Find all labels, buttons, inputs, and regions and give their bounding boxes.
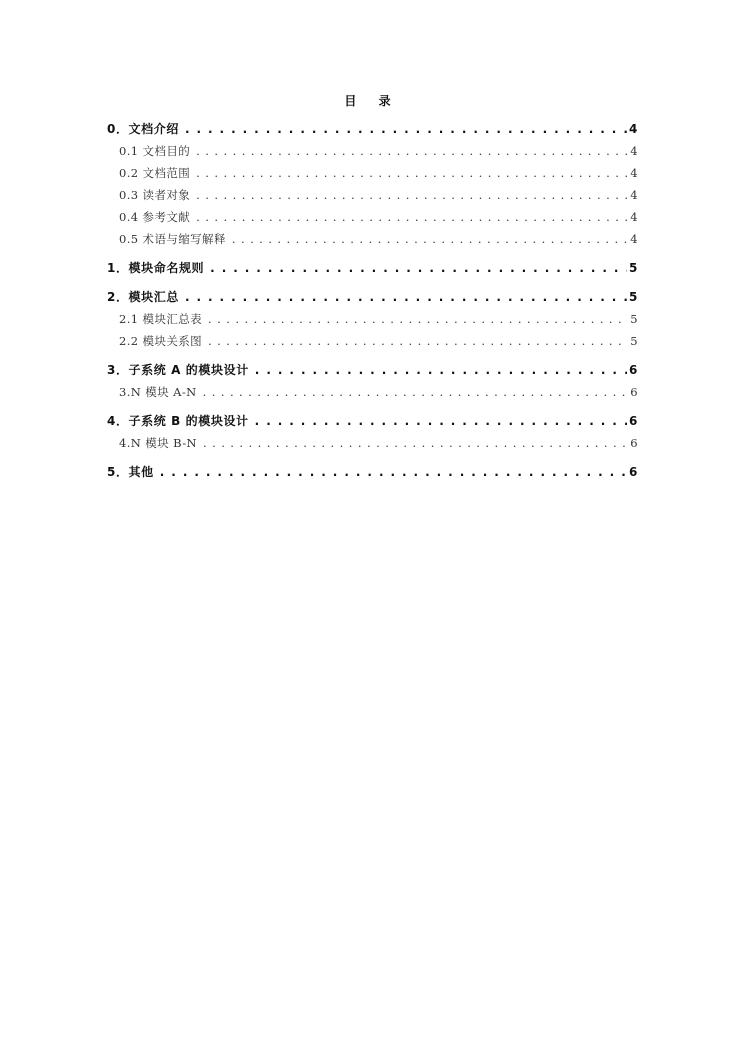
toc-dot-leader — [203, 432, 628, 454]
toc-entry-label: 5．其他 — [107, 465, 154, 479]
toc-entry-label: 2.1 模块汇总表 — [119, 312, 203, 326]
toc-entry-label: 3．子系统 A 的模块设计 — [107, 363, 249, 377]
toc-dot-leader — [232, 228, 628, 250]
toc-page-number: 5 — [630, 312, 638, 326]
toc-entry-0-4[interactable] — [107, 206, 638, 228]
toc-entry-label: 0.5 术语与缩写解释 — [119, 232, 226, 246]
table-of-contents — [107, 118, 638, 483]
toc-page-number: 6 — [629, 414, 638, 428]
toc-dot-leader — [210, 257, 627, 279]
toc-entry-section-2[interactable] — [107, 286, 638, 308]
toc-page-number: 4 — [630, 210, 638, 224]
toc-entry-label: 0.1 文档目的 — [119, 144, 191, 158]
toc-entry-label: 2.2 模块关系图 — [119, 334, 203, 348]
toc-dot-leader — [255, 359, 627, 381]
toc-dot-leader — [203, 381, 629, 403]
toc-page-number: 6 — [629, 363, 638, 377]
toc-dot-leader — [185, 118, 627, 140]
toc-entry-0-5[interactable] — [107, 228, 638, 250]
toc-dot-leader — [208, 330, 628, 352]
toc-dot-leader — [255, 410, 627, 432]
toc-page-number: 4 — [630, 166, 638, 180]
toc-entry-0-1[interactable] — [107, 140, 638, 162]
toc-page-number: 5 — [629, 290, 638, 304]
toc-entry-2-2[interactable] — [107, 330, 638, 352]
toc-dot-leader — [185, 286, 627, 308]
toc-page-number: 6 — [630, 385, 638, 399]
toc-entry-label: 0.4 参考文献 — [119, 210, 191, 224]
toc-dot-leader — [196, 184, 628, 206]
toc-entry-4-n[interactable] — [107, 432, 638, 454]
toc-dot-leader — [160, 461, 627, 483]
toc-dot-leader — [196, 140, 628, 162]
toc-page-number: 4 — [630, 144, 638, 158]
toc-entry-label: 0.2 文档范围 — [119, 166, 191, 180]
toc-page-number: 4 — [630, 232, 638, 246]
toc-entry-section-0[interactable] — [107, 118, 638, 140]
toc-dot-leader — [196, 206, 628, 228]
toc-page-number: 6 — [629, 465, 638, 479]
toc-entry-3-n[interactable] — [107, 381, 638, 403]
toc-entry-label: 4．子系统 B 的模块设计 — [107, 414, 249, 428]
toc-entry-2-1[interactable] — [107, 308, 638, 330]
toc-entry-label: 1．模块命名规则 — [107, 261, 205, 275]
toc-page-number: 4 — [630, 188, 638, 202]
toc-entry-label: 4.N 模块 B-N — [119, 436, 197, 450]
toc-entry-0-3[interactable] — [107, 184, 638, 206]
toc-entry-section-4[interactable] — [107, 410, 638, 432]
toc-entry-section-1[interactable] — [107, 257, 638, 279]
toc-entry-section-5[interactable] — [107, 461, 638, 483]
toc-entry-0-2[interactable] — [107, 162, 638, 184]
toc-entry-label: 2．模块汇总 — [107, 290, 179, 304]
toc-dot-leader — [208, 308, 628, 330]
toc-entry-label: 0．文档介绍 — [107, 122, 179, 136]
toc-page-number: 6 — [630, 436, 638, 450]
toc-entry-label: 0.3 读者对象 — [119, 188, 191, 202]
toc-page-number: 4 — [629, 122, 638, 136]
toc-dot-leader — [196, 162, 628, 184]
toc-page-number: 5 — [629, 261, 638, 275]
toc-title: 目 录 — [344, 94, 400, 108]
toc-entry-section-3[interactable] — [107, 359, 638, 381]
toc-page-number: 5 — [630, 334, 638, 348]
toc-entry-label: 3.N 模块 A-N — [119, 385, 197, 399]
